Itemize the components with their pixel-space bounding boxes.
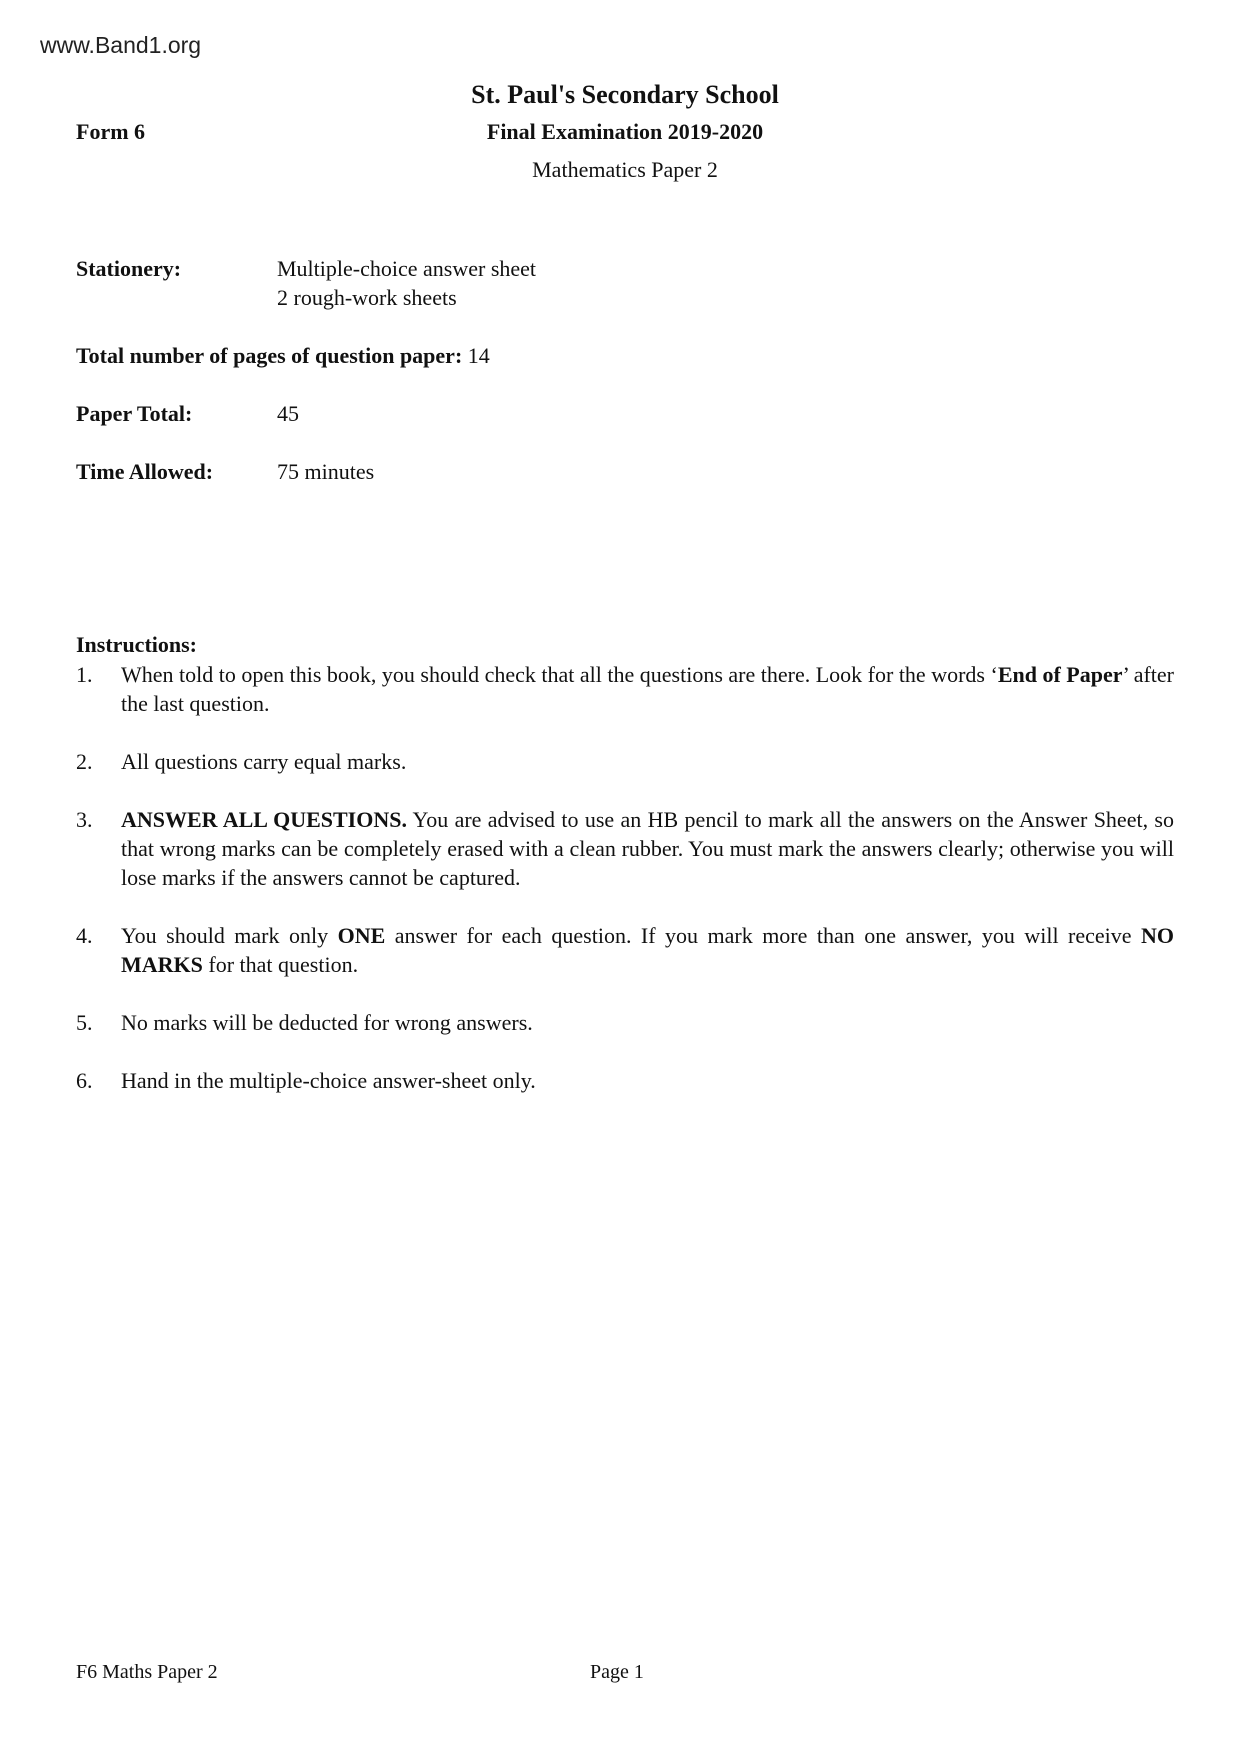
footer-page-number: Page 1	[590, 1661, 644, 1683]
instruction-text	[121, 921, 1174, 979]
instruction-segment: When told to open this book, you should check that all the questions are there. Look for the words ‘	[121, 662, 998, 687]
instructions	[76, 632, 1174, 1124]
instruction-item	[76, 747, 1174, 776]
paper-total-value: 45	[277, 401, 299, 426]
exam-title: Final Examination 2019-2020	[486, 119, 764, 144]
instruction-segment: You are advised to use an HB pencil to mark all the answers on the Answer Sheet, so that wrong marks can be completely erased with a clean rubber. You must mark the answers clearly; otherwise you will lose marks if the answers cannot be captured.	[121, 807, 1174, 890]
instruction-item	[76, 921, 1174, 979]
instruction-number: 5.	[76, 1010, 93, 1035]
footer-paper-name: F6 Maths Paper 2	[76, 1661, 218, 1683]
instruction-emphasis: End of Paper	[997, 662, 1123, 687]
total-pages-label: Total number of pages of question paper:	[76, 343, 463, 368]
instruction-segment: All questions carry equal marks.	[121, 749, 407, 774]
instruction-emphasis: ONE	[337, 923, 386, 948]
instruction-segment: for that question.	[202, 952, 359, 977]
total-pages	[76, 343, 490, 369]
instruction-number: 2.	[76, 749, 93, 774]
instruction-emphasis: ANSWER ALL QUESTIONS.	[121, 807, 407, 832]
instruction-text	[121, 805, 1174, 892]
instruction-segment: ’ after the last question.	[121, 662, 1174, 716]
instructions-heading: Instructions:	[76, 632, 198, 657]
time-allowed-label: Time Allowed:	[76, 459, 214, 484]
instruction-segment: No marks will be deducted for wrong answers.	[121, 1010, 533, 1035]
instruction-item	[76, 1008, 1174, 1037]
stationery-label: Stationery:	[76, 256, 182, 281]
watermark: www.Band1.org	[40, 32, 202, 58]
instruction-number: 4.	[76, 923, 93, 948]
instructions-list	[76, 660, 1174, 1095]
paper-total-label: Paper Total:	[76, 401, 193, 426]
instruction-segment: answer for each question. If you mark more than one answer, you will receive	[385, 923, 1141, 948]
stationery-line2: 2 rough-work sheets	[277, 285, 457, 310]
stationery-line1: Multiple-choice answer sheet	[277, 256, 537, 281]
instruction-emphasis: NO MARKS	[121, 923, 1174, 977]
form-label: Form 6	[76, 119, 146, 144]
instruction-number: 6.	[76, 1068, 93, 1093]
school-name: St. Paul's Secondary School	[471, 80, 779, 109]
instruction-number: 3.	[76, 807, 93, 832]
instruction-number: 1.	[76, 662, 93, 687]
instruction-item	[76, 1066, 1174, 1095]
instruction-text	[121, 747, 1174, 776]
subject-title: Mathematics Paper 2	[532, 157, 718, 182]
instruction-item	[76, 660, 1174, 718]
instruction-segment: You should mark only	[121, 923, 338, 948]
time-allowed-value: 75 minutes	[277, 459, 375, 484]
instruction-text	[121, 660, 1174, 718]
instruction-text	[121, 1066, 1174, 1095]
total-pages-value: 14	[467, 343, 490, 368]
instruction-segment: Hand in the multiple-choice answer-sheet only.	[121, 1068, 536, 1093]
instruction-text	[121, 1008, 1174, 1037]
instruction-item	[76, 805, 1174, 892]
